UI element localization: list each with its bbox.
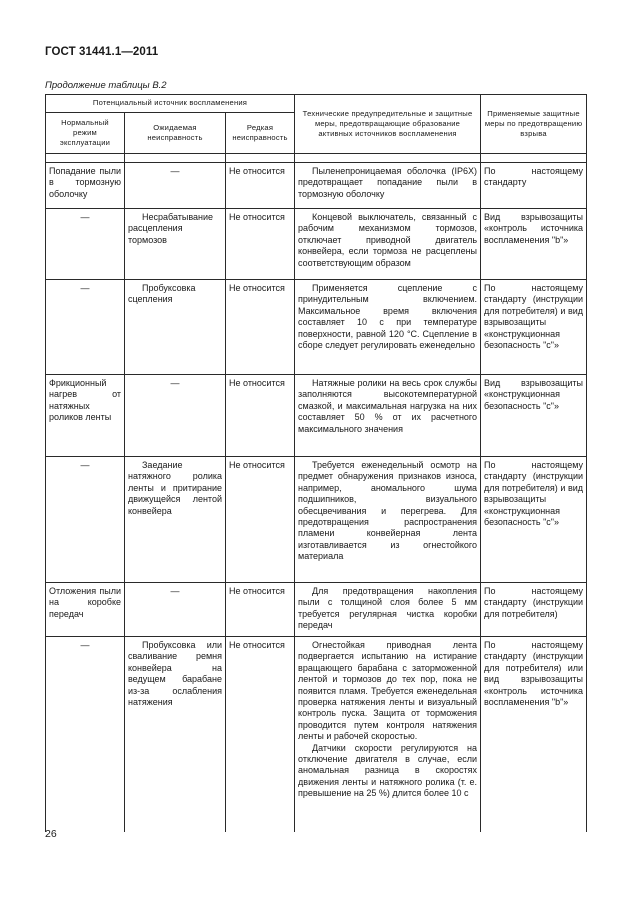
table-header-row-1 bbox=[46, 95, 587, 113]
cell-protection: По настоящему стандарту bbox=[481, 163, 587, 209]
col-header-rare: Редкая неисправность bbox=[226, 113, 295, 154]
cell-rare: Не относится bbox=[226, 457, 295, 583]
table-row bbox=[46, 209, 587, 280]
table-row bbox=[46, 280, 587, 375]
cell-expected: Пробуксовка сцепления bbox=[125, 280, 226, 375]
cell-normal: Попадание пыли в тормозную оболочку bbox=[46, 163, 125, 209]
cell-measures: Пыленепроницаемая оболочка (IP6X) предотвращает попадание пыли в тормозную оболочку bbox=[295, 163, 481, 209]
cell-protection: Вид взрывозащиты «конструкционная безопасность "c"» bbox=[481, 375, 587, 457]
cell-measures: Концевой выключатель, связанный с рабочим механизмом тормозов, отключает приводной двигатель конвейера, если тормоза не расцеплены соответствующим образом bbox=[295, 209, 481, 280]
cell-rare: Не относится bbox=[226, 209, 295, 280]
table-row bbox=[46, 457, 587, 583]
cell-measures: Для предотвращения накопления пыли с толщиной слоя более 5 мм требуется регулярная чистка коробки передач bbox=[295, 583, 481, 637]
cell-rare: Не относится bbox=[226, 583, 295, 637]
cell-normal: — bbox=[46, 280, 125, 375]
document-code: ГОСТ 31441.1—2011 bbox=[45, 46, 159, 58]
cell-measures: Требуется еженедельный осмотр на предмет обнаружения признаков износа, например, аномального шума подшипников, визуального обесцвечивания и перегрева. Для предотвращения распространения пламени конвейерная лента изготавливается из огнестойкого материала bbox=[295, 457, 481, 583]
cell-normal: Отложения пыли на коробке передач bbox=[46, 583, 125, 637]
table-row bbox=[46, 375, 587, 457]
cell-protection: По настоящему стандарту (инструкции для потребителя) и вид взрывозащиты «конструкционная безопасность "c"» bbox=[481, 280, 587, 375]
ignition-sources-table bbox=[45, 94, 587, 832]
col-header-expected: Ожидаемая неисправность bbox=[125, 113, 226, 154]
table-row bbox=[46, 583, 587, 637]
cell-protection: По настоящему стандарту (инструкции для потребителя) и вид взрывозащиты «конструкционная безопасность "c"» bbox=[481, 457, 587, 583]
col-header-protection: Применяемые защитные меры по предотвращению взрыва bbox=[481, 95, 587, 154]
cell-protection: По настоящему стандарту (инструкции для потребителя) bbox=[481, 583, 587, 637]
table-row bbox=[46, 163, 587, 209]
cell-protection: По настоящему стандарту (инструкции для потребителя) или вид взрывозащиты «контроль источника воспламенения "b"» bbox=[481, 637, 587, 832]
table-row bbox=[46, 637, 587, 832]
cell-expected: Заедание натяжного ролика ленты и притирание движущейся лентой конвейера bbox=[125, 457, 226, 583]
cell-expected: — bbox=[125, 375, 226, 457]
group-header-ignition-source: Потенциальный источник воспламенения bbox=[46, 95, 295, 113]
cell-expected: — bbox=[125, 163, 226, 209]
cell-measures: Натяжные ролики на весь срок службы заполняются высокотемпературной смазкой, и максимальная нагрузка на них составляет 50 % от их расчетного максимального значения bbox=[295, 375, 481, 457]
col-header-measures: Технические предупредительные и защитные меры, предотвращающие образование активных источников воспламенения bbox=[295, 95, 481, 154]
cell-normal: — bbox=[46, 209, 125, 280]
header-separator bbox=[46, 154, 587, 163]
col-header-normal: Нормальный режим эксплуатации bbox=[46, 113, 125, 154]
cell-rare: Не относится bbox=[226, 637, 295, 832]
cell-protection: Вид взрывозащиты «контроль источника воспламенения "b"» bbox=[481, 209, 587, 280]
cell-measures bbox=[295, 637, 481, 832]
measures-paragraph-1: Огнестойкая приводная лента подвергается испытанию на истирание вращающего барабана с заторможенной лентой и тормозов до тех пор, пока не появится пламя. Требуется еженедельная проверка натяжения ленты и визуальный контроль пуска. Защита от торможения проводится путем контроля натяжения ленты и рабочей скоростью. bbox=[298, 640, 478, 742]
cell-normal: Фрикционный нагрев от натяжных роликов ленты bbox=[46, 375, 125, 457]
table-caption: Продолжение таблицы В.2 bbox=[45, 80, 167, 91]
cell-rare: Не относится bbox=[226, 375, 295, 457]
cell-rare: Не относится bbox=[226, 280, 295, 375]
cell-rare: Не относится bbox=[226, 163, 295, 209]
cell-expected: Несрабатывание расцепления тормозов bbox=[125, 209, 226, 280]
cell-expected: Пробуксовка или сваливание ремня конвейера на ведущем барабане из-за ослабления натяжения bbox=[125, 637, 226, 832]
cell-measures: Применяется сцепление с принудительным включением. Максимальное время включения составляет 10 с при температуре поверхности, равной 120 °С. Сцепление в сборе следует регулировать еженедельно bbox=[295, 280, 481, 375]
measures-paragraph-2: Датчики скорости регулируются на отключение двигателя в случае, если аномальная разница в скоростях движения ленты и натяжного ролика (т. е. превышение на 25 %) длится более 10 с bbox=[298, 742, 478, 799]
page-number: 26 bbox=[45, 828, 57, 840]
cell-normal: — bbox=[46, 457, 125, 583]
cell-expected: — bbox=[125, 583, 226, 637]
cell-normal: — bbox=[46, 637, 125, 832]
